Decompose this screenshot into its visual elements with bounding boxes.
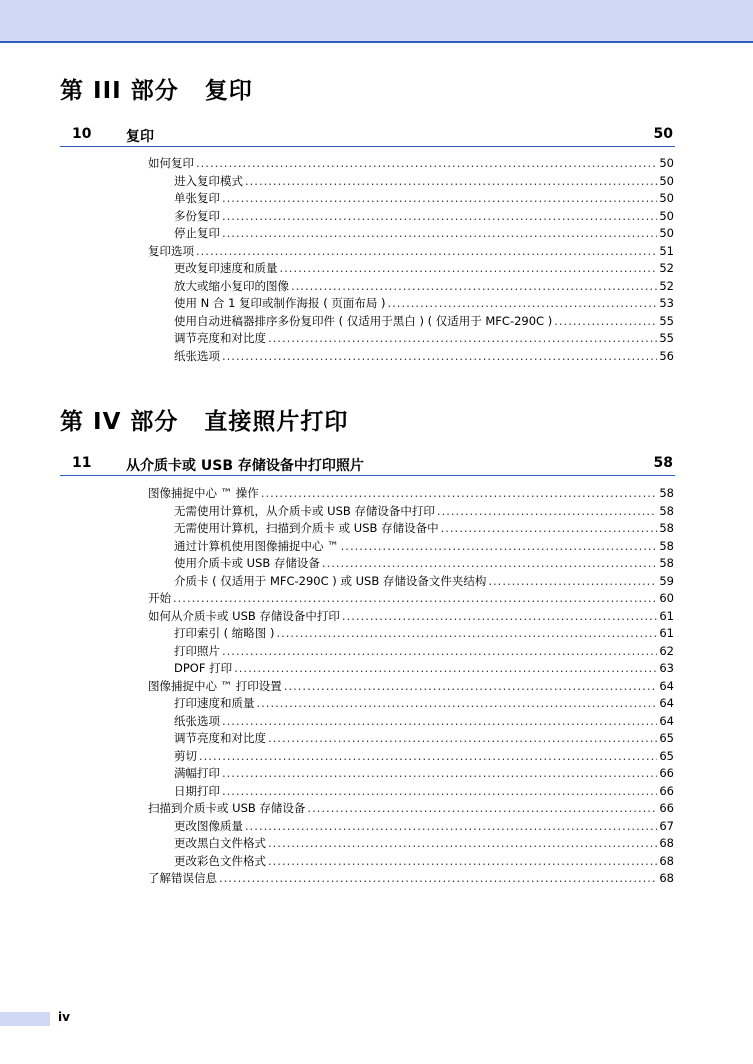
toc-entry[interactable] [148,800,674,818]
dot-leader [245,818,657,836]
dot-leader [199,748,657,766]
toc-entry-page: 56 [659,348,674,363]
dot-leader [222,225,657,243]
toc-entry-label: 图像捕捉中心 ™ 打印设置 [148,678,282,693]
toc-entry[interactable] [148,155,674,173]
part-4-label: 第 IV 部分 [60,409,179,435]
toc-entry-page: 50 [659,173,674,188]
toc-entry-page: 51 [659,243,674,258]
toc-entry[interactable] [148,643,674,661]
toc-entry[interactable] [148,713,674,731]
toc-entry-page: 58 [659,503,674,518]
toc-entry-page: 50 [659,156,674,170]
part-3-label: 第 III 部分 [60,78,179,104]
dot-leader [341,538,658,556]
toc-entry-page: 52 [659,261,674,275]
part-3-title [60,72,253,105]
toc-entry-label: 进入复印模式 [174,173,243,188]
toc-entry[interactable] [148,278,674,296]
chapter-title: 从介质卡或 USB 存储设备中打印照片 [126,458,364,474]
toc-entry-label: 使用介质卡或 USB 存储设备 [174,556,320,570]
toc-entry[interactable] [148,748,674,766]
toc-entry-page: 68 [659,836,674,850]
toc-entry-label: 通过计算机使用图像捕捉中心 ™ [174,538,339,553]
toc-entry-label: 打印照片 [174,643,220,658]
part-4-title [60,403,348,436]
dot-leader [322,555,657,573]
toc-entry-label: 停止复印 [174,226,220,240]
dot-leader [268,730,657,748]
dot-leader [280,260,658,278]
toc-entry[interactable] [148,765,674,783]
dot-leader [437,503,657,521]
toc-entry[interactable] [148,348,674,366]
toc-entry-label: 调节亮度和对比度 [174,731,266,745]
toc-entry-label: 如何从介质卡或 USB 存储设备中打印 [148,608,340,623]
toc-entry-page: 61 [659,608,674,623]
toc-entry[interactable] [148,625,674,643]
toc-entry-page: 55 [659,331,674,345]
toc-entry-label: 无需使用计算机，扫描到介质卡 或 USB 存储设备中 [174,521,439,535]
toc-entry-page: 60 [659,591,674,605]
toc-list-part-4 [148,485,674,888]
toc-entry[interactable] [148,295,674,313]
toc-entry[interactable] [148,608,674,626]
part-4-name: 直接照片打印 [204,409,349,435]
dot-leader [222,643,657,661]
chapter-number: 10 [72,126,92,142]
toc-entry-label: 纸张选项 [174,713,220,728]
dot-leader [268,853,657,871]
chapter-page: 50 [653,126,673,142]
toc-entry-label: 使用自动进稿器排序多份复印件 ( 仅适用于黑白 ) ( 仅适用于 MFC-290C ) [174,313,553,328]
dot-leader [257,695,658,713]
toc-entry[interactable] [148,538,674,556]
toc-entry-label: 打印索引 ( 缩略图 ) [174,626,275,640]
part-3-name: 复印 [204,78,253,104]
toc-entry[interactable] [148,190,674,208]
toc-entry-page: 58 [659,556,674,570]
footer-band [0,1012,50,1026]
toc-entry-label: 剪切 [174,748,197,763]
toc-entry-label: 开始 [148,591,171,605]
toc-entry-label: 单张复印 [174,191,220,205]
toc-entry[interactable] [148,313,674,331]
toc-list-part-3 [148,155,674,365]
toc-entry-label: 打印速度和质量 [174,696,255,710]
chapter-11-heading[interactable] [60,455,675,476]
toc-entry-page: 53 [659,296,674,310]
toc-entry[interactable] [148,503,674,521]
toc-entry-label: 扫描到介质卡或 USB 存储设备 [148,801,306,815]
toc-entry[interactable] [148,853,674,871]
toc-entry-page: 61 [659,626,674,640]
dot-leader [307,800,657,818]
toc-entry-label: 无需使用计算机，从介质卡或 USB 存储设备中打印 [174,503,435,518]
toc-entry-page: 52 [659,278,674,293]
toc-entry-page: 58 [659,538,674,553]
dot-leader [268,835,657,853]
toc-entry-label: 使用 N 合 1 复印或制作海报 ( 页面布局 ) [174,296,386,310]
toc-entry-page: 55 [659,313,674,328]
toc-entry-label: 介质卡 ( 仅适用于 MFC-290C ) 或 USB 存储设备文件夹结构 [174,573,487,588]
toc-entry-page: 62 [659,643,674,658]
toc-entry[interactable] [148,243,674,261]
toc-entry-page: 64 [659,678,674,693]
toc-entry-page: 58 [659,486,674,500]
dot-leader [441,520,658,538]
toc-entry[interactable] [148,573,674,591]
toc-entry[interactable] [148,555,674,573]
footer-page-number: iv [58,1010,70,1024]
toc-entry-page: 59 [659,573,674,588]
toc-entry-page: 64 [659,696,674,710]
toc-entry[interactable] [148,485,674,503]
dot-leader [291,278,657,296]
toc-entry[interactable] [148,208,674,226]
dot-leader [245,173,657,191]
toc-entry-page: 67 [659,818,674,833]
toc-entry-page: 65 [659,748,674,763]
chapter-page: 58 [653,455,673,471]
toc-entry-label: 多份复印 [174,208,220,223]
toc-entry[interactable] [148,330,674,348]
dot-leader [219,870,657,888]
toc-entry[interactable] [148,835,674,853]
toc-entry-label: 更改黑白文件格式 [174,836,266,850]
toc-entry[interactable] [148,783,674,801]
toc-entry-page: 64 [659,713,674,728]
toc-entry-page: 65 [659,731,674,745]
dot-leader [387,295,657,313]
toc-entry-label: 放大或缩小复印的图像 [174,278,289,293]
toc-entry-page: 66 [659,801,674,815]
toc-entry-label: 满幅打印 [174,766,220,780]
dot-leader [222,348,657,366]
toc-entry-label: 调节亮度和对比度 [174,331,266,345]
toc-entry-label: 复印选项 [148,243,194,258]
dot-leader [261,485,658,503]
toc-entry[interactable] [148,870,674,888]
toc-entry-page: 63 [659,661,674,675]
dot-leader [222,713,657,731]
toc-entry-label: 更改复印速度和质量 [174,261,278,275]
toc-entry-page: 66 [659,783,674,798]
dot-leader [554,313,657,331]
toc-entry[interactable] [148,590,674,608]
dot-leader [196,243,657,261]
toc-entry[interactable] [148,173,674,191]
toc-entry-page: 50 [659,191,674,205]
dot-leader [222,783,657,801]
toc-entry-label: 如何复印 [148,156,194,170]
toc-entry[interactable] [148,225,674,243]
dot-leader [342,608,657,626]
dot-leader [222,208,657,226]
toc-entry-label: 了解错误信息 [148,871,217,885]
toc-entry[interactable] [148,730,674,748]
dot-leader [284,678,658,696]
dot-leader [488,573,657,591]
dot-leader [173,590,657,608]
chapter-10-heading[interactable] [60,126,675,147]
toc-entry-page: 50 [659,208,674,223]
toc-entry-page: 50 [659,226,674,240]
toc-entry[interactable] [148,695,674,713]
toc-entry-label: DPOF 打印 [174,661,233,675]
toc-entry[interactable] [148,520,674,538]
toc-entry[interactable] [148,678,674,696]
toc-entry-page: 66 [659,766,674,780]
dot-leader [234,660,657,678]
dot-leader [276,625,657,643]
toc-entry[interactable] [148,660,674,678]
chapter-number: 11 [72,455,92,471]
toc-entry-label: 更改彩色文件格式 [174,853,266,868]
dot-leader [222,190,657,208]
dot-leader [196,155,657,173]
toc-entry[interactable] [148,818,674,836]
dot-leader [222,765,657,783]
toc-entry-page: 68 [659,853,674,868]
toc-entry-label: 图像捕捉中心 ™ 操作 [148,486,259,500]
toc-entry-page: 58 [659,521,674,535]
chapter-title: 复印 [126,129,154,145]
dot-leader [268,330,657,348]
toc-entry-label: 日期打印 [174,783,220,798]
toc-entry[interactable] [148,260,674,278]
toc-entry-label: 更改图像质量 [174,818,243,833]
toc-entry-page: 68 [659,871,674,885]
header-band [0,0,753,43]
toc-entry-label: 纸张选项 [174,348,220,363]
